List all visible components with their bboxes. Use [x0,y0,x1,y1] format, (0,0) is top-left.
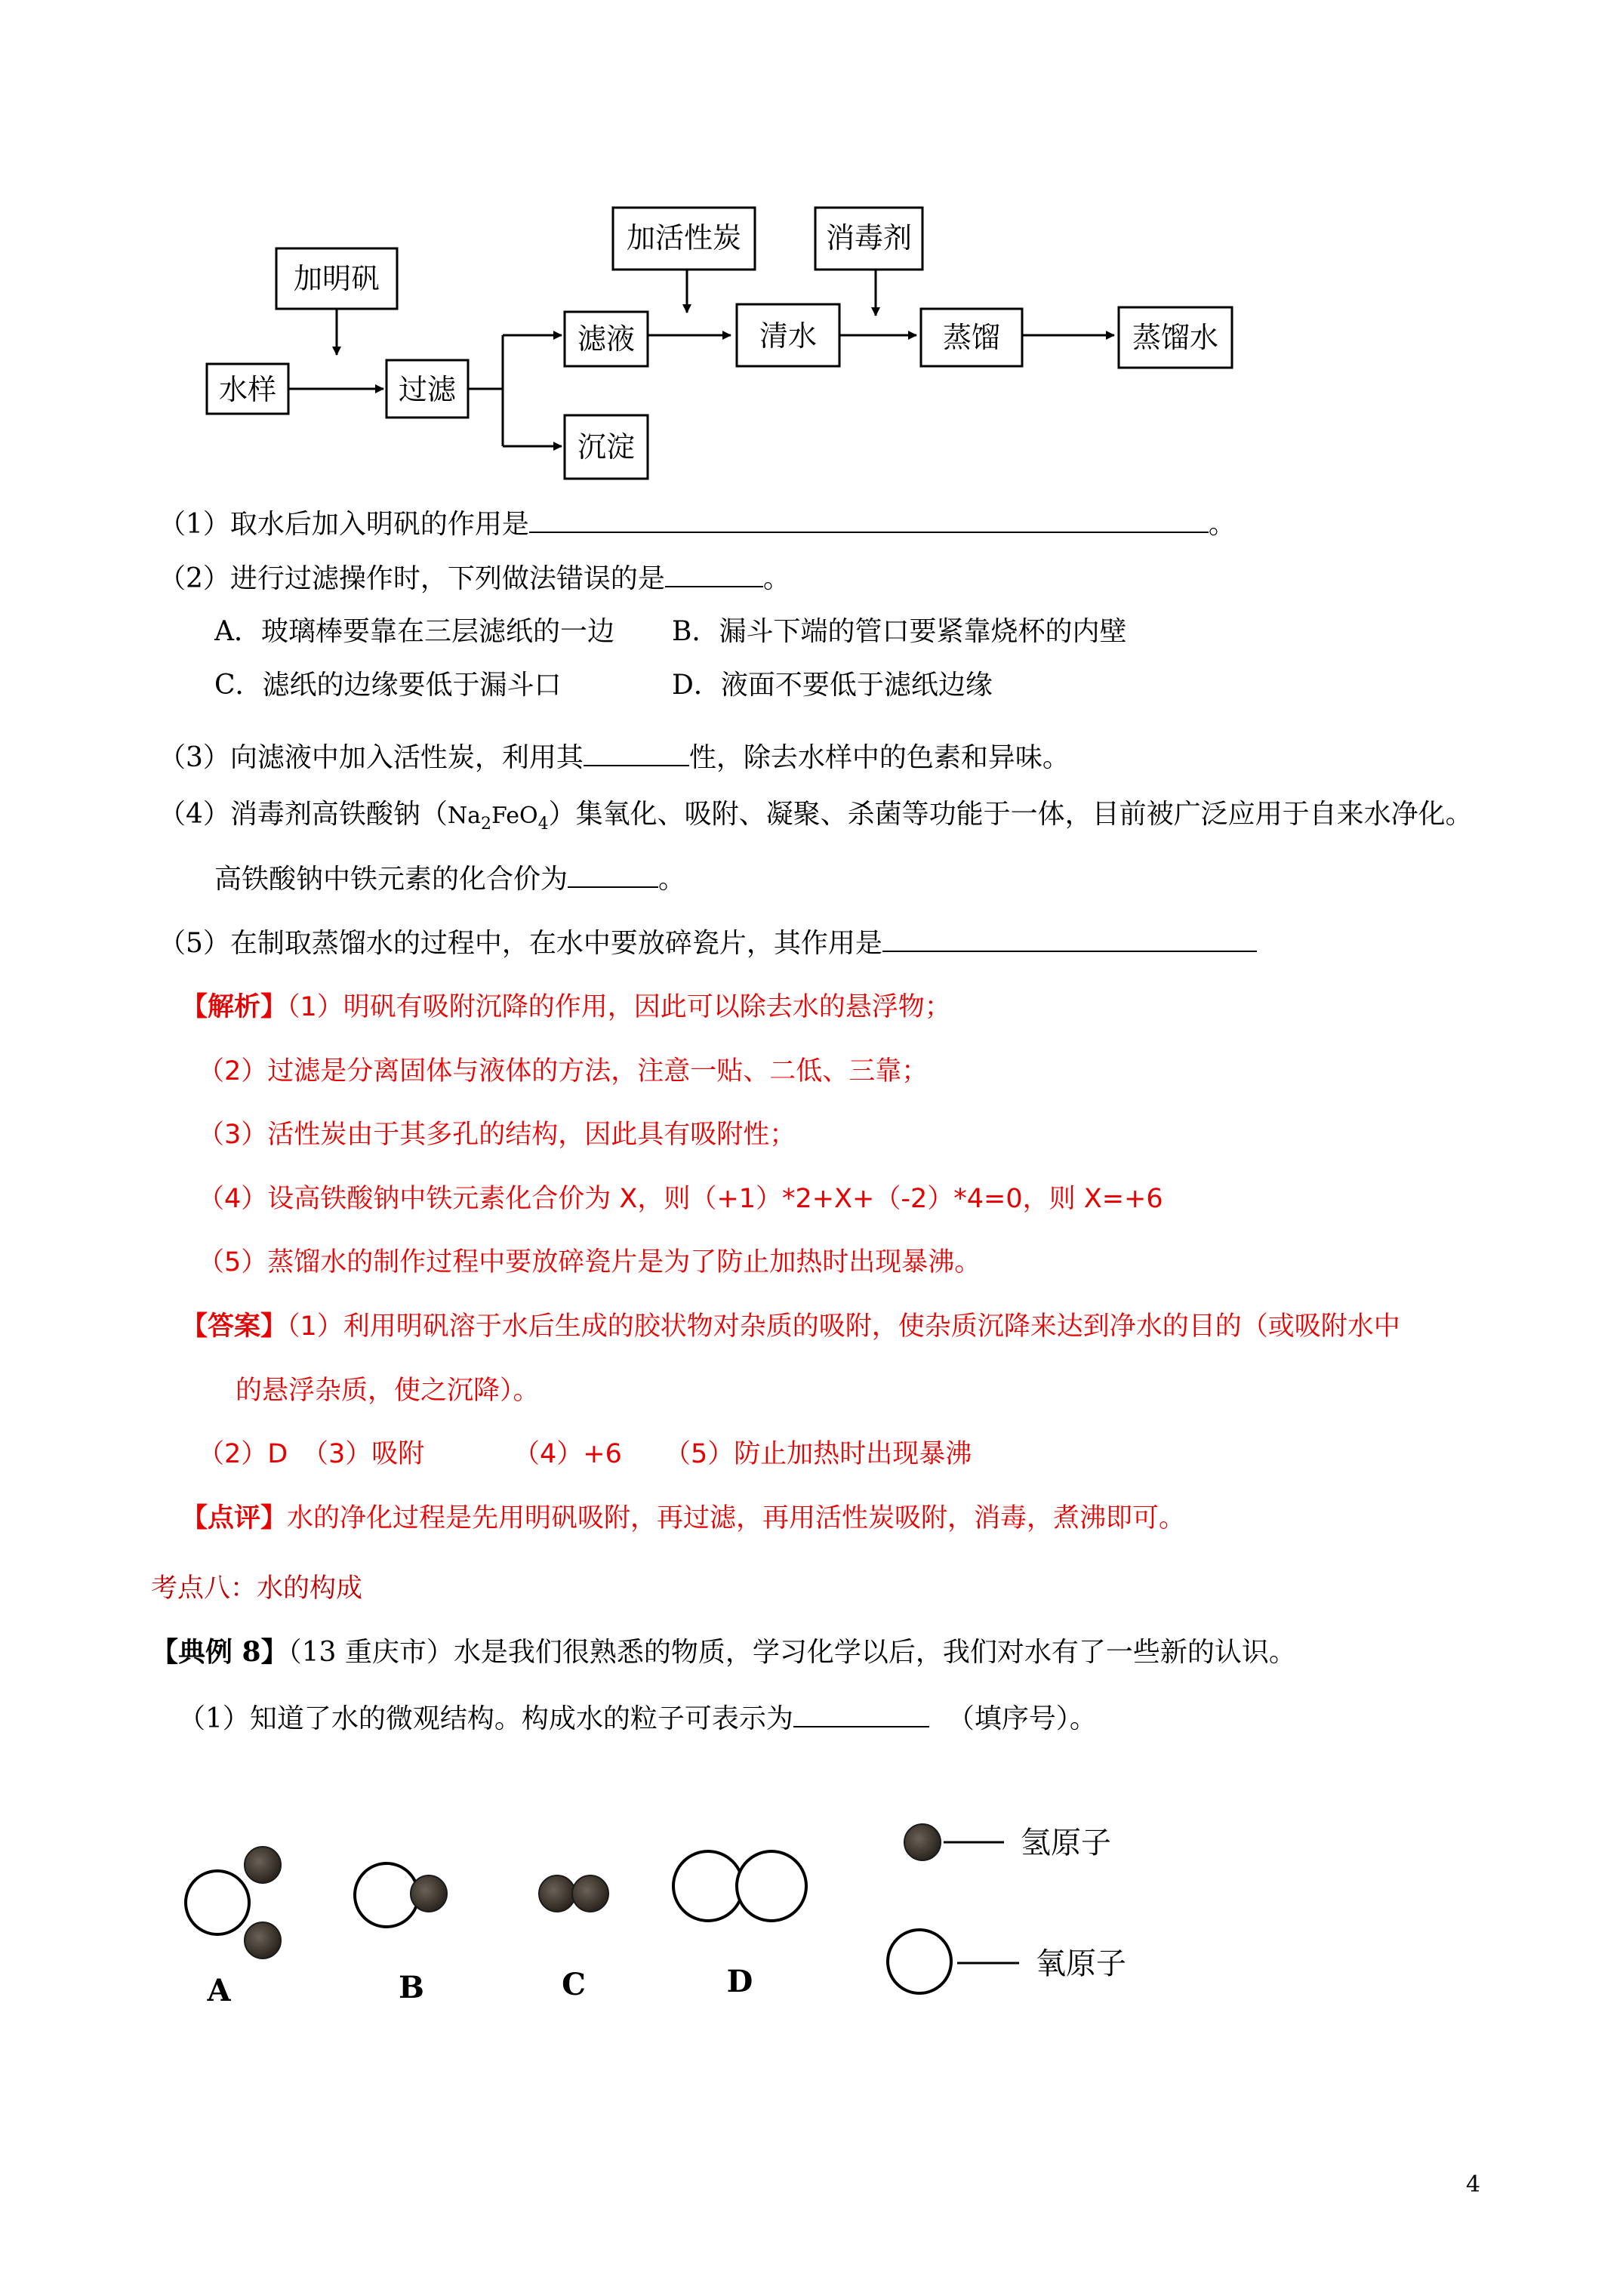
answer-blank-2 [665,560,763,587]
answer-blank-4 [568,861,658,888]
label-a: A [207,1973,231,2008]
add-carbon-text: 加活性炭 [626,221,742,254]
question-2: （2）进行过滤操作时，下列做法错误的是 。 [159,560,790,596]
branch-line [468,335,503,389]
distilled-water-text: 蒸馏水 [1132,321,1219,354]
label-d: D [726,1964,753,1999]
answer-part-2: （2）D [198,1439,288,1469]
legend [888,1824,1126,1993]
option-d: D．液面不要低于滤纸边缘 [672,670,993,701]
answer-part-4: （4）+6 [513,1439,622,1469]
hydrogen-atom-icon [904,1824,941,1860]
answer-part-3: （3）吸附 [302,1439,425,1469]
molecule-d [673,1851,806,1999]
answer-blank-3 [584,739,689,766]
option-c: C．滤纸的边缘要低于漏斗口 [214,670,562,701]
answer-blank-5 [882,925,1257,952]
filtrate-text: 滤液 [577,322,636,356]
sediment-text: 沉淀 [577,430,636,464]
section-title: 考点八：水的构成 [151,1573,363,1604]
analysis-line-1: 【解析】（1）明矾有吸附沉降的作用，因此可以除去水的悬浮物； [181,992,951,1022]
analysis-line-4: （4）设高铁酸钠中铁元素化合价为 X，则（+1）*2+X+（-2）*4=0，则 X=+6 [198,1184,1163,1214]
answer-blank-6 [793,1700,929,1727]
analysis-line-2: （2）过滤是分离固体与液体的方法，注意一贴、二低、三靠； [198,1056,929,1086]
question-3: （3）向滤液中加入活性炭，利用其 性，除去水样中的色素和异味。 [159,739,1070,775]
comment: 【点评】水的净化过程是先用明矾吸附，再过滤，再用活性炭吸附，消毒，煮沸即可。 [181,1503,1186,1533]
disinfectant-text: 消毒剂 [825,221,913,254]
answer-line-1: 【答案】（1）利用明矾溶于水后生成的胶状物对杂质的吸附，使杂质沉降来达到净水的目的（或吸附水中 [181,1311,1400,1342]
analysis-line-3: （3）活性炭由于其多孔的结构，因此具有吸附性； [198,1120,796,1150]
water-molecule-models [0,1782,1623,2008]
answer-line-2: 的悬浮杂质，使之沉降）。 [236,1376,540,1406]
example-8-q1: （1）知道了水的微观结构。构成水的粒子可表示为 （填序号）。 [178,1700,1097,1736]
clear-water-text: 清水 [759,319,818,353]
label-b: B [399,1970,424,2005]
water-sample-text: 水样 [218,373,277,406]
water-purification-flowchart [0,0,1623,498]
distillation-text: 蒸馏 [942,321,1001,354]
answer-part-5: （5）防止加热时出现暴沸 [664,1439,972,1469]
question-1: （1）取水后加入明矾的作用是 。 [159,506,1236,541]
question-4-line2: 高铁酸钠中铁元素的化合价为 。 [214,861,685,896]
oxygen-atom-icon [888,1930,951,1993]
answer-blank-1 [529,506,1209,533]
molecule-a [186,1847,281,2008]
option-b: B．漏斗下端的管口要紧靠烧杯的内壁 [672,616,1127,647]
option-a: A．玻璃棒要靠在三层滤纸的一边 [214,616,614,647]
filtration-text: 过滤 [398,373,457,406]
molecule-c [539,1875,608,2002]
example-8: 【典例 8】（13 重庆市）水是我们很熟悉的物质，学习化学以后，我们对水有了一些新的认识。 [151,1636,1296,1668]
analysis-line-5: （5）蒸馏水的制作过程中要放碎瓷片是为了防止加热时出现暴沸。 [198,1247,981,1277]
molecule-b [355,1863,447,2005]
question-4: （4）消毒剂高铁酸钠$(Na_2FeO_4)$集氧化、吸附、凝聚、杀菌等功能于一体，目前被广泛应用于自来水净化。 [159,799,1473,834]
question-5: （5）在制取蒸馏水的过程中，在水中要放碎瓷片，其作用是 [159,925,1257,960]
oxygen-key: 氧原子 [1036,1946,1126,1981]
hydrogen-key: 氢原子 [1021,1826,1111,1860]
label-c: C [562,1967,586,2002]
page-number: 4 [1466,2171,1481,2198]
add-alum-text: 加明矾 [293,262,380,295]
